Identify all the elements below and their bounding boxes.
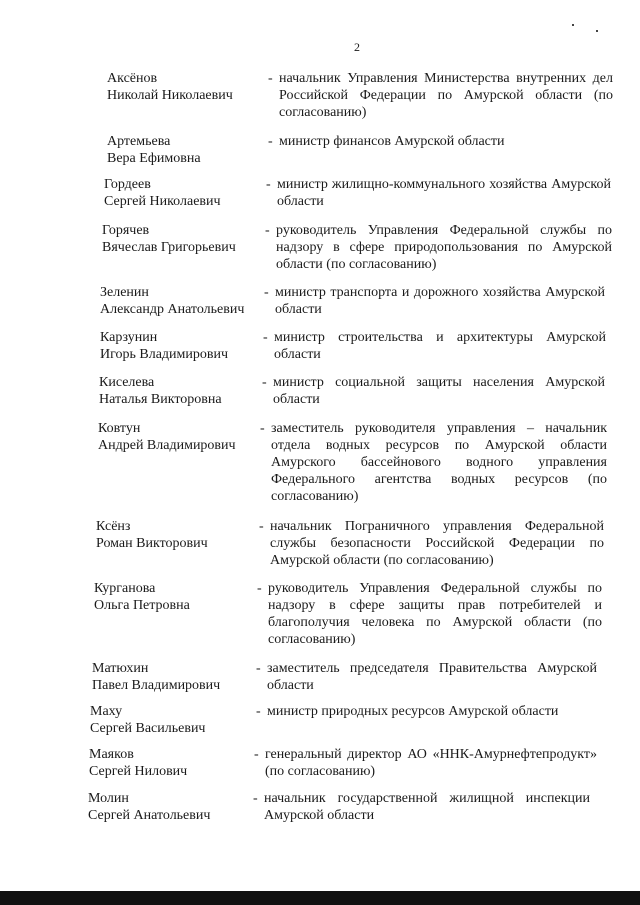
member-given-names: Вера Ефимовна [107,151,201,166]
member-surname: Зеленин [100,285,149,300]
position-dash: - [262,375,267,390]
member-position: министр транспорта и дорожного хозяйства Амурской области [275,285,605,317]
member-position: начальник Пограничного управления Федеральной службы безопасности Российской Федерации по Амурской области (по согласованию) [270,519,604,568]
member-surname: Артемьева [107,134,171,149]
member-position: заместитель руководителя управления – начальник отдела водных ресурсов по Амурской области Амурского бассейнового водного управления Федерального агентства водных ресурсов (по согласованию) [271,421,607,504]
member-surname: Аксёнов [107,71,158,86]
member-position: министр жилищно-коммунального хозяйства Амурской области [277,177,611,209]
member-given-names: Павел Владимирович [92,678,221,693]
member-given-names: Сергей Васильевич [90,721,206,736]
position-dash: - [253,791,258,806]
member-name [100,329,270,363]
scan-speck [572,24,574,26]
member-surname: Курганова [94,581,156,596]
member-position: министр строительства и архитектуры Амурской области [274,330,606,362]
member-given-names: Николай Николаевич [107,88,233,103]
page-number: 2 [354,40,360,54]
member-name [100,284,270,318]
member-position: начальник государственной жилищной инспекции Амурской области [264,791,590,823]
member-given-names: Сергей Анатольевич [88,808,211,823]
scan-edge [0,891,640,905]
member-name [96,518,266,552]
member-given-names: Ольга Петровна [94,598,190,613]
position-dash: - [263,330,268,345]
position-dash: - [260,421,265,436]
member-surname: Ксёнз [96,519,131,534]
member-position: министр социальной защиты населения Амурской области [273,375,605,407]
member-position: министр финансов Амурской области [279,134,505,149]
position-dash: - [266,177,271,192]
member-surname: Маяков [89,747,134,762]
member-position: генеральный директор АО «ННК-Амурнефтепродукт» (по согласованию) [265,747,597,779]
member-name [107,133,277,167]
position-dash: - [268,134,273,149]
member-surname: Маху [90,704,123,719]
position-dash: - [256,661,261,676]
member-name [90,703,260,737]
member-given-names: Игорь Владимирович [100,347,229,362]
member-given-names: Сергей Нилович [89,764,188,779]
member-position: начальник Управления Министерства внутренних дел Российской Федерации по Амурской области (по согласованию) [279,71,613,120]
position-dash: - [268,71,273,86]
member-position: руководитель Управления Федеральной службы по надзору в сфере защиты прав потребителей и благополучия человека по Амурской области (по согласованию) [268,581,602,647]
position-dash: - [264,285,269,300]
member-given-names: Сергей Николаевич [104,194,221,209]
scan-speck [596,30,598,32]
position-dash: - [257,581,262,596]
member-name [94,580,264,614]
position-dash: - [256,704,261,719]
member-name [98,420,268,454]
member-name [102,222,272,256]
member-given-names: Вячеслав Григорьевич [102,240,236,255]
member-surname: Молин [88,791,129,806]
member-position: министр природных ресурсов Амурской области [267,704,559,719]
member-name [92,660,262,694]
position-dash: - [265,223,270,238]
position-dash: - [259,519,264,534]
member-surname: Карзунин [100,330,158,345]
member-position: заместитель председателя Правительства Амурской области [267,661,597,693]
member-name [104,176,274,210]
member-surname: Гордеев [104,177,151,192]
member-surname: Ковтун [98,421,141,436]
member-surname: Горячев [102,223,150,238]
member-given-names: Наталья Викторовна [99,392,222,407]
member-given-names: Роман Викторович [96,536,208,551]
member-surname: Матюхин [92,661,149,676]
member-name [107,70,277,104]
member-surname: Киселева [99,375,155,390]
member-position: руководитель Управления Федеральной службы по надзору в сфере природопользования по Амурской области (по согласованию) [276,223,612,272]
member-name [89,746,259,780]
member-given-names: Александр Анатольевич [100,302,245,317]
member-name [88,790,258,824]
member-given-names: Андрей Владимирович [98,438,236,453]
member-name [99,374,269,408]
position-dash: - [254,747,259,762]
